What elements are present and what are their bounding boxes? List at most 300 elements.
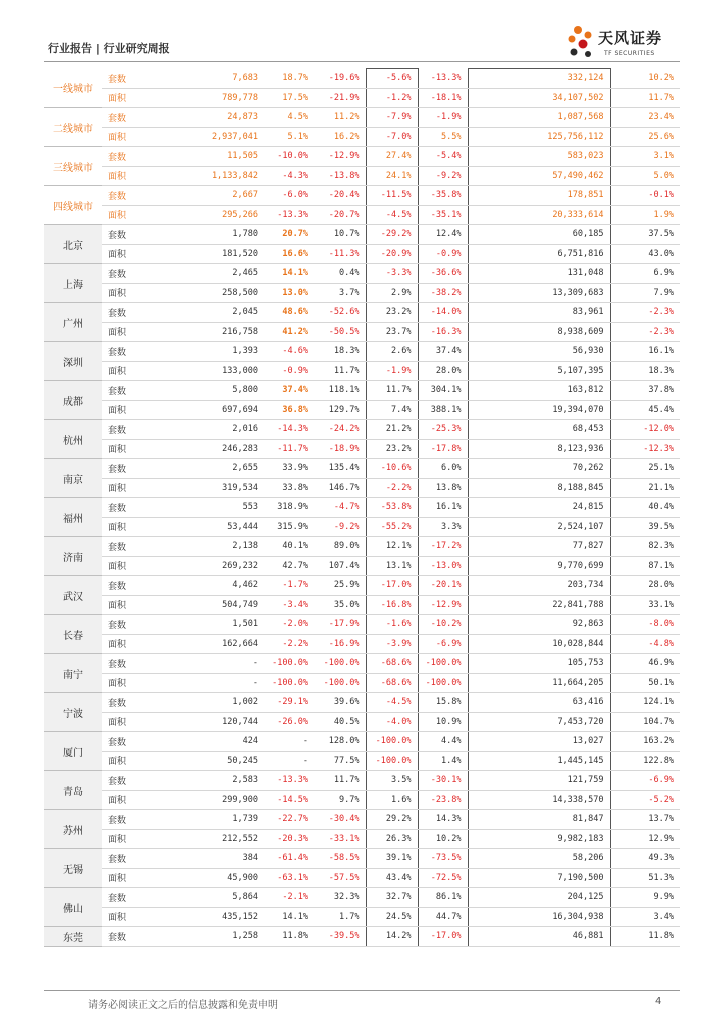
value-cell: -0.1% — [610, 186, 680, 206]
value-cell: 3.4% — [610, 907, 680, 927]
value-cell: 23.4% — [610, 108, 680, 128]
value-cell: 1.6% — [366, 790, 418, 810]
value-cell: -17.2% — [418, 537, 468, 557]
value-cell: 9,982,183 — [468, 829, 610, 849]
value-cell: 63,416 — [468, 693, 610, 713]
value-cell: 58,206 — [468, 849, 610, 869]
value-cell: -12.0% — [610, 420, 680, 440]
value-cell: 318.9% — [264, 498, 314, 518]
value-cell: -4.8% — [610, 634, 680, 654]
metric-label-cell: 套数 — [102, 615, 146, 635]
value-cell: 2,583 — [146, 771, 264, 791]
value-cell: 8,123,936 — [468, 439, 610, 459]
table-row — [44, 693, 680, 713]
logo-text-cn: 天风证券 — [598, 29, 663, 47]
metric-label-cell: 面积 — [102, 829, 146, 849]
table-row — [44, 303, 680, 323]
value-cell: -16.9% — [314, 634, 366, 654]
city-name-cell: 南宁 — [44, 654, 102, 693]
value-cell: 125,756,112 — [468, 127, 610, 147]
value-cell: 2.9% — [366, 283, 418, 303]
value-cell: 14,338,570 — [468, 790, 610, 810]
table-row — [44, 127, 680, 147]
value-cell: -17.0% — [418, 927, 468, 947]
value-cell: -29.1% — [264, 693, 314, 713]
value-cell: 13.0% — [264, 283, 314, 303]
value-cell: -6.9% — [418, 634, 468, 654]
metric-label-cell: 面积 — [102, 790, 146, 810]
value-cell: 23.2% — [366, 439, 418, 459]
value-cell: 128.0% — [314, 732, 366, 752]
value-cell: 92,863 — [468, 615, 610, 635]
value-cell: -1.2% — [366, 88, 418, 108]
value-cell: 36.8% — [264, 400, 314, 420]
value-cell: 77.5% — [314, 751, 366, 771]
value-cell: -4.5% — [366, 205, 418, 225]
value-cell: 14.1% — [264, 907, 314, 927]
value-cell: 124.1% — [610, 693, 680, 713]
metric-label-cell: 面积 — [102, 88, 146, 108]
value-cell: 42.7% — [264, 556, 314, 576]
value-cell: -12.9% — [314, 147, 366, 167]
value-cell: 48.6% — [264, 303, 314, 323]
metric-label-cell: 面积 — [102, 868, 146, 888]
table-row — [44, 381, 680, 401]
value-cell: 24.5% — [366, 907, 418, 927]
value-cell: -2.2% — [264, 634, 314, 654]
value-cell: 122.8% — [610, 751, 680, 771]
metric-label-cell: 面积 — [102, 595, 146, 615]
value-cell: 5.0% — [610, 166, 680, 186]
value-cell: 11.8% — [610, 927, 680, 947]
value-cell: 6.9% — [610, 264, 680, 284]
value-cell: 24.1% — [366, 166, 418, 186]
table-row — [44, 810, 680, 830]
value-cell: 13.1% — [366, 556, 418, 576]
value-cell: 120,744 — [146, 712, 264, 732]
value-cell: -20.3% — [264, 829, 314, 849]
value-cell: -4.0% — [366, 712, 418, 732]
value-cell: -1.9% — [366, 361, 418, 381]
metric-label-cell: 套数 — [102, 576, 146, 596]
value-cell: -9.2% — [314, 517, 366, 537]
value-cell: 2,667 — [146, 186, 264, 206]
value-cell: 39.5% — [610, 517, 680, 537]
value-cell: 70,262 — [468, 459, 610, 479]
value-cell: 24,873 — [146, 108, 264, 128]
value-cell: 20.7% — [264, 225, 314, 245]
table-row — [44, 888, 680, 908]
value-cell: - — [264, 751, 314, 771]
value-cell: 3.5% — [366, 771, 418, 791]
value-cell: 162,664 — [146, 634, 264, 654]
value-cell: 7,683 — [146, 69, 264, 89]
value-cell: -63.1% — [264, 868, 314, 888]
city-name-cell: 成都 — [44, 381, 102, 420]
value-cell: 6,751,816 — [468, 244, 610, 264]
table-row — [44, 615, 680, 635]
value-cell: 295,266 — [146, 205, 264, 225]
metric-label-cell: 套数 — [102, 303, 146, 323]
metric-label-cell: 面积 — [102, 361, 146, 381]
city-name-cell: 四线城市 — [44, 186, 102, 225]
value-cell: 18.3% — [610, 361, 680, 381]
value-cell: 163,812 — [468, 381, 610, 401]
value-cell: 2,045 — [146, 303, 264, 323]
value-cell: 504,749 — [146, 595, 264, 615]
table-row — [44, 790, 680, 810]
metric-label-cell: 面积 — [102, 634, 146, 654]
value-cell: 16.6% — [264, 244, 314, 264]
value-cell: -10.0% — [264, 147, 314, 167]
value-cell: 104.7% — [610, 712, 680, 732]
value-cell: 163.2% — [610, 732, 680, 752]
value-cell: 13.7% — [610, 810, 680, 830]
value-cell: -18.9% — [314, 439, 366, 459]
value-cell: 11.7% — [610, 88, 680, 108]
value-cell: 12.4% — [418, 225, 468, 245]
city-name-cell: 广州 — [44, 303, 102, 342]
table-row — [44, 420, 680, 440]
value-cell: 258,500 — [146, 283, 264, 303]
value-cell: 32.3% — [314, 888, 366, 908]
value-cell: 5,864 — [146, 888, 264, 908]
value-cell: -13.0% — [418, 556, 468, 576]
value-cell: 22,841,788 — [468, 595, 610, 615]
value-cell: 131,048 — [468, 264, 610, 284]
value-cell: 9.9% — [610, 888, 680, 908]
table-row — [44, 459, 680, 479]
city-name-cell: 长春 — [44, 615, 102, 654]
table-row — [44, 771, 680, 791]
value-cell: 2,937,041 — [146, 127, 264, 147]
page-number: 4 — [655, 996, 662, 1007]
value-cell: 29.2% — [366, 810, 418, 830]
metric-label-cell: 套数 — [102, 537, 146, 557]
value-cell: 133,000 — [146, 361, 264, 381]
metric-label-cell: 套数 — [102, 654, 146, 674]
value-cell: 178,851 — [468, 186, 610, 206]
value-cell: -50.5% — [314, 322, 366, 342]
table-row — [44, 108, 680, 128]
value-cell: -58.5% — [314, 849, 366, 869]
table-row — [44, 69, 680, 89]
table-row — [44, 205, 680, 225]
value-cell: -30.4% — [314, 810, 366, 830]
value-cell: 5.1% — [264, 127, 314, 147]
value-cell: 77,827 — [468, 537, 610, 557]
table-row — [44, 907, 680, 927]
value-cell: -4.7% — [314, 498, 366, 518]
value-cell: -26.0% — [264, 712, 314, 732]
value-cell: 435,152 — [146, 907, 264, 927]
value-cell: 424 — [146, 732, 264, 752]
value-cell: -14.0% — [418, 303, 468, 323]
value-cell: -68.6% — [366, 654, 418, 674]
value-cell: 40.1% — [264, 537, 314, 557]
value-cell: -21.9% — [314, 88, 366, 108]
table-row — [44, 147, 680, 167]
value-cell: 40.4% — [610, 498, 680, 518]
value-cell: 5,800 — [146, 381, 264, 401]
value-cell: -100.0% — [314, 654, 366, 674]
value-cell: -17.9% — [314, 615, 366, 635]
value-cell: -100.0% — [418, 673, 468, 693]
value-cell: 14.2% — [366, 927, 418, 947]
value-cell: 68,453 — [468, 420, 610, 440]
value-cell: 23.2% — [366, 303, 418, 323]
metric-label-cell: 套数 — [102, 693, 146, 713]
table-row — [44, 517, 680, 537]
metric-label-cell: 面积 — [102, 439, 146, 459]
table-row — [44, 498, 680, 518]
table-row — [44, 849, 680, 869]
table-row — [44, 322, 680, 342]
value-cell: 39.6% — [314, 693, 366, 713]
value-cell: 37.5% — [610, 225, 680, 245]
city-name-cell: 佛山 — [44, 888, 102, 927]
metric-label-cell: 套数 — [102, 888, 146, 908]
value-cell: -5.4% — [418, 147, 468, 167]
value-cell: 332,124 — [468, 69, 610, 89]
value-cell: -14.3% — [264, 420, 314, 440]
value-cell: 82.3% — [610, 537, 680, 557]
metric-label-cell: 套数 — [102, 849, 146, 869]
metric-label-cell: 套数 — [102, 108, 146, 128]
value-cell: 89.0% — [314, 537, 366, 557]
table-row — [44, 244, 680, 264]
value-cell: 7.9% — [610, 283, 680, 303]
value-cell: 45.4% — [610, 400, 680, 420]
metric-label-cell: 面积 — [102, 322, 146, 342]
table-row — [44, 595, 680, 615]
value-cell: 146.7% — [314, 478, 366, 498]
value-cell: 212,552 — [146, 829, 264, 849]
value-cell: 105,753 — [468, 654, 610, 674]
value-cell: 37.4% — [418, 342, 468, 362]
value-cell: -55.2% — [366, 517, 418, 537]
value-cell: - — [146, 673, 264, 693]
value-cell: 16.1% — [418, 498, 468, 518]
city-name-cell: 厦门 — [44, 732, 102, 771]
metric-label-cell: 套数 — [102, 732, 146, 752]
metric-label-cell: 面积 — [102, 244, 146, 264]
value-cell: -39.5% — [314, 927, 366, 947]
metric-label-cell: 套数 — [102, 381, 146, 401]
value-cell: 16,304,938 — [468, 907, 610, 927]
value-cell: -12.3% — [610, 439, 680, 459]
city-name-cell: 上海 — [44, 264, 102, 303]
value-cell: -0.9% — [418, 244, 468, 264]
value-cell: 50,245 — [146, 751, 264, 771]
value-cell: 204,125 — [468, 888, 610, 908]
metric-label-cell: 面积 — [102, 166, 146, 186]
value-cell: -2.1% — [264, 888, 314, 908]
value-cell: 789,778 — [146, 88, 264, 108]
value-cell: 50.1% — [610, 673, 680, 693]
value-cell: 315.9% — [264, 517, 314, 537]
value-cell: 37.4% — [264, 381, 314, 401]
city-name-cell: 青岛 — [44, 771, 102, 810]
value-cell: 26.3% — [366, 829, 418, 849]
value-cell: 11,505 — [146, 147, 264, 167]
value-cell: -20.7% — [314, 205, 366, 225]
value-cell: 81,847 — [468, 810, 610, 830]
value-cell: 2,138 — [146, 537, 264, 557]
value-cell: 3.1% — [610, 147, 680, 167]
value-cell: -100.0% — [366, 732, 418, 752]
value-cell: -2.2% — [366, 478, 418, 498]
table-row — [44, 283, 680, 303]
value-cell: 299,900 — [146, 790, 264, 810]
value-cell: -24.2% — [314, 420, 366, 440]
value-cell: -33.1% — [314, 829, 366, 849]
metric-label-cell: 面积 — [102, 673, 146, 693]
value-cell: 13,027 — [468, 732, 610, 752]
value-cell: 3.7% — [314, 283, 366, 303]
value-cell: -61.4% — [264, 849, 314, 869]
value-cell: 4.5% — [264, 108, 314, 128]
city-name-cell: 东莞 — [44, 927, 102, 947]
value-cell: -25.3% — [418, 420, 468, 440]
metric-label-cell: 面积 — [102, 907, 146, 927]
value-cell: 1,739 — [146, 810, 264, 830]
city-name-cell: 杭州 — [44, 420, 102, 459]
value-cell: 118.1% — [314, 381, 366, 401]
value-cell: 10.2% — [418, 829, 468, 849]
value-cell: -72.5% — [418, 868, 468, 888]
logo-text-en: TF SECURITIES — [604, 50, 655, 57]
table-row — [44, 439, 680, 459]
value-cell: -22.7% — [264, 810, 314, 830]
value-cell: -20.1% — [418, 576, 468, 596]
value-cell: 28.0% — [418, 361, 468, 381]
city-name-cell: 一线城市 — [44, 69, 102, 108]
value-cell: 33.8% — [264, 478, 314, 498]
value-cell: 32.7% — [366, 888, 418, 908]
value-cell: 10.9% — [418, 712, 468, 732]
value-cell: -8.0% — [610, 615, 680, 635]
value-cell: -10.6% — [366, 459, 418, 479]
value-cell: 40.5% — [314, 712, 366, 732]
value-cell: 269,232 — [146, 556, 264, 576]
value-cell: 5.5% — [418, 127, 468, 147]
value-cell: 37.8% — [610, 381, 680, 401]
value-cell: 25.6% — [610, 127, 680, 147]
value-cell: -2.3% — [610, 322, 680, 342]
value-cell: -100.0% — [264, 673, 314, 693]
value-cell: -36.6% — [418, 264, 468, 284]
value-cell: 121,759 — [468, 771, 610, 791]
metric-label-cell: 套数 — [102, 927, 146, 947]
value-cell: - — [146, 654, 264, 674]
table-row — [44, 673, 680, 693]
value-cell: 57,490,462 — [468, 166, 610, 186]
value-cell: 14.3% — [418, 810, 468, 830]
city-name-cell: 北京 — [44, 225, 102, 264]
value-cell: -35.1% — [418, 205, 468, 225]
value-cell: -73.5% — [418, 849, 468, 869]
value-cell: -2.3% — [610, 303, 680, 323]
table-row — [44, 654, 680, 674]
value-cell: 19,394,070 — [468, 400, 610, 420]
value-cell: -13.8% — [314, 166, 366, 186]
value-cell: 12.1% — [366, 537, 418, 557]
value-cell: 4,462 — [146, 576, 264, 596]
value-cell: 8,188,845 — [468, 478, 610, 498]
value-cell: -1.6% — [366, 615, 418, 635]
value-cell: 2.6% — [366, 342, 418, 362]
value-cell: 13.8% — [418, 478, 468, 498]
table-row — [44, 927, 680, 947]
value-cell: -9.2% — [418, 166, 468, 186]
value-cell: -11.5% — [366, 186, 418, 206]
metric-label-cell: 面积 — [102, 517, 146, 537]
value-cell: 2,016 — [146, 420, 264, 440]
value-cell: -13.3% — [264, 771, 314, 791]
value-cell: 216,758 — [146, 322, 264, 342]
value-cell: 34,107,502 — [468, 88, 610, 108]
metric-label-cell: 面积 — [102, 283, 146, 303]
value-cell: -53.8% — [366, 498, 418, 518]
metric-label-cell: 面积 — [102, 556, 146, 576]
value-cell: -29.2% — [366, 225, 418, 245]
city-name-cell: 南京 — [44, 459, 102, 498]
value-cell: 51.3% — [610, 868, 680, 888]
value-cell: 46.9% — [610, 654, 680, 674]
table-row — [44, 634, 680, 654]
metric-label-cell: 套数 — [102, 498, 146, 518]
metric-label-cell: 套数 — [102, 264, 146, 284]
value-cell: 304.1% — [418, 381, 468, 401]
city-name-cell: 苏州 — [44, 810, 102, 849]
value-cell: -35.8% — [418, 186, 468, 206]
value-cell: 13,309,683 — [468, 283, 610, 303]
value-cell: 20,333,614 — [468, 205, 610, 225]
value-cell: 2,655 — [146, 459, 264, 479]
value-cell: -100.0% — [314, 673, 366, 693]
value-cell: -100.0% — [366, 751, 418, 771]
value-cell: 14.1% — [264, 264, 314, 284]
value-cell: 86.1% — [418, 888, 468, 908]
value-cell: -23.8% — [418, 790, 468, 810]
table-row — [44, 868, 680, 888]
value-cell: -5.6% — [366, 69, 418, 89]
value-cell: 1,002 — [146, 693, 264, 713]
value-cell: -13.3% — [264, 205, 314, 225]
value-cell: 28.0% — [610, 576, 680, 596]
value-cell: -11.3% — [314, 244, 366, 264]
metric-label-cell: 套数 — [102, 459, 146, 479]
value-cell: 203,734 — [468, 576, 610, 596]
metric-label-cell: 套数 — [102, 225, 146, 245]
value-cell: 11,664,205 — [468, 673, 610, 693]
value-cell: -13.3% — [418, 69, 468, 89]
value-cell: 33.9% — [264, 459, 314, 479]
value-cell: 23.7% — [366, 322, 418, 342]
value-cell: -1.7% — [264, 576, 314, 596]
value-cell: -1.9% — [418, 108, 468, 128]
value-cell: 388.1% — [418, 400, 468, 420]
city-name-cell: 武汉 — [44, 576, 102, 615]
city-name-cell: 福州 — [44, 498, 102, 537]
value-cell: -11.7% — [264, 439, 314, 459]
value-cell: 181,520 — [146, 244, 264, 264]
value-cell: -100.0% — [418, 654, 468, 674]
city-name-cell: 宁波 — [44, 693, 102, 732]
value-cell: 17.5% — [264, 88, 314, 108]
value-cell: 21.1% — [610, 478, 680, 498]
